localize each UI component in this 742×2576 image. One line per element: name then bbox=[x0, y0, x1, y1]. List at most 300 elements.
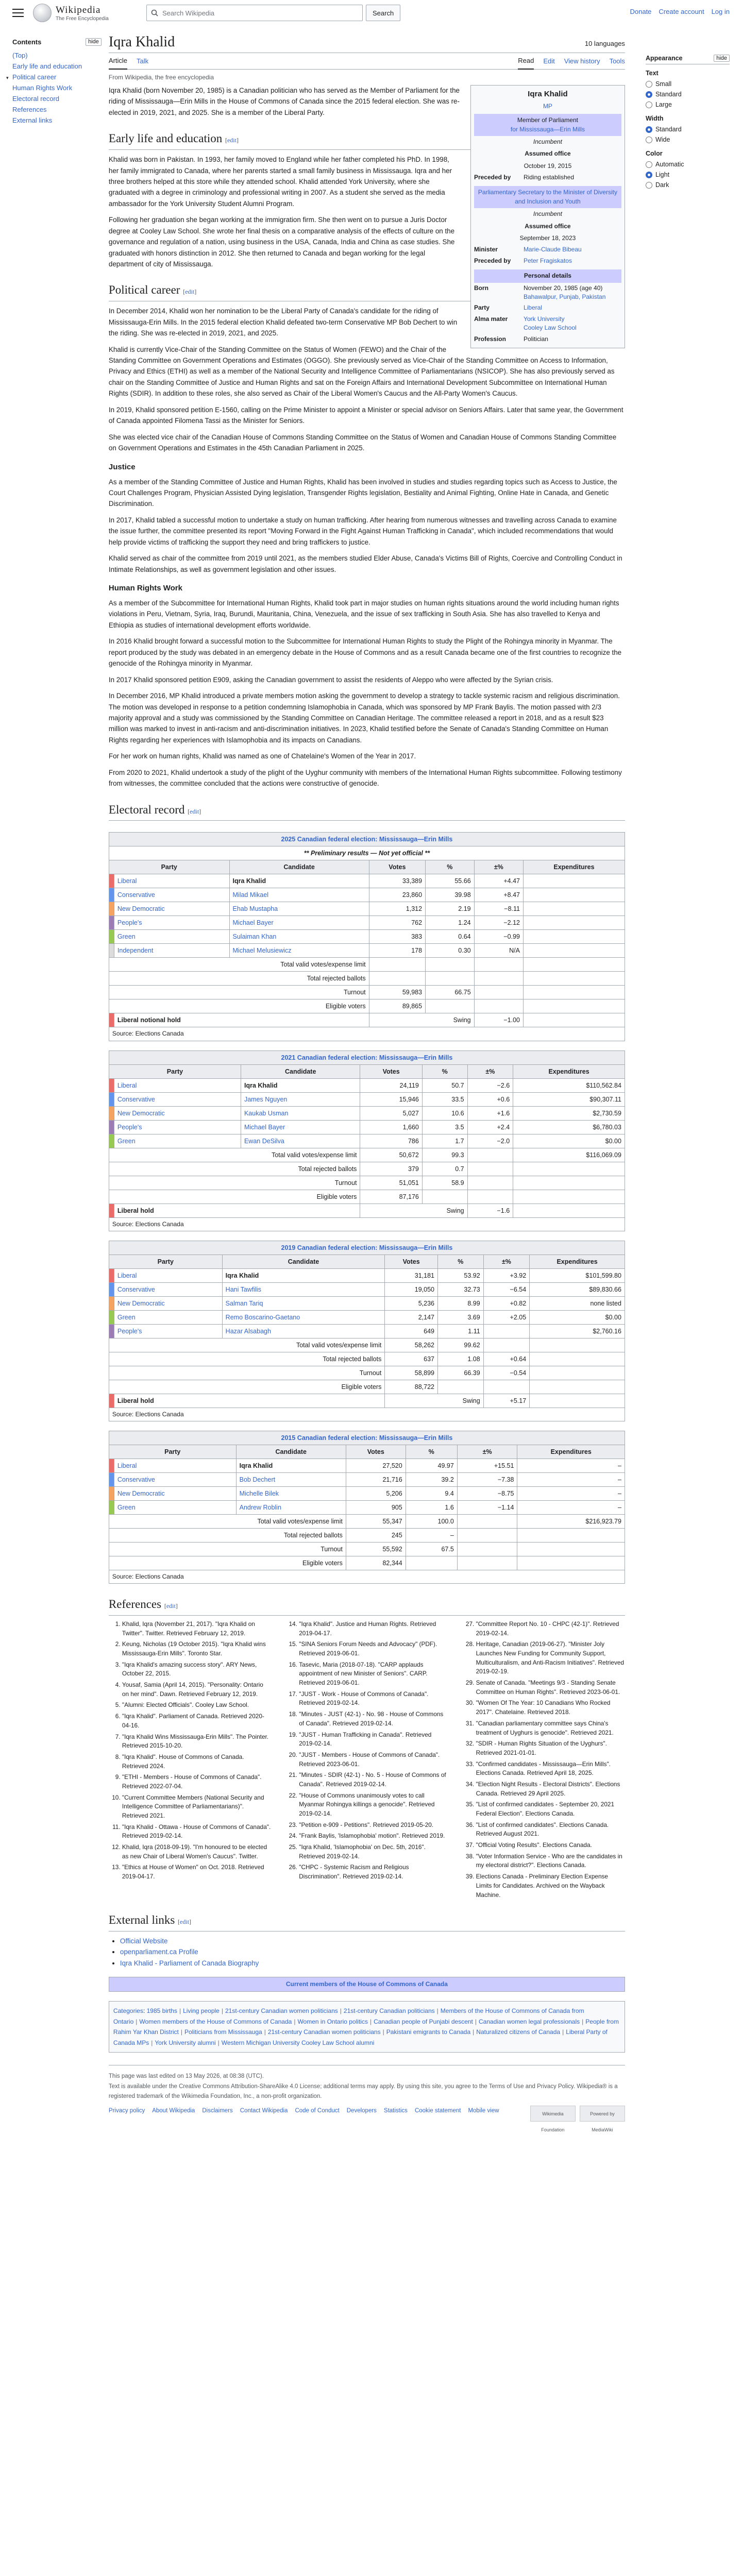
candidate-name[interactable]: Michael Bayer bbox=[229, 916, 369, 930]
wordmark: Wikipedia bbox=[56, 4, 101, 15]
party-name[interactable]: Green bbox=[114, 1500, 236, 1514]
expenditures: $0.00 bbox=[530, 1310, 625, 1324]
change: −8.11 bbox=[474, 902, 523, 916]
candidate-name[interactable]: Michael Melusiewicz bbox=[229, 944, 369, 958]
radio-icon[interactable] bbox=[646, 81, 652, 88]
summary-percent bbox=[437, 1380, 483, 1394]
political-paragraph-3: In 2019, Khalid sponsored petition E-1560, calling on the Prime Minister to appoint a Minister or special advisor on Seniors Affairs. Later that same year, the Government of Canada appointed Filomena Tassi as the Minister for Seniors. bbox=[108, 405, 623, 425]
column-header: ±% bbox=[483, 1255, 529, 1268]
office1-title[interactable]: Member of Parliament bbox=[517, 116, 578, 124]
tab-view-history[interactable]: View history bbox=[564, 57, 600, 65]
candidate-name[interactable]: Bob Dechert bbox=[236, 1472, 346, 1486]
footer-link[interactable]: Disclaimers bbox=[202, 2107, 233, 2114]
summary-row bbox=[109, 1366, 625, 1380]
category-separator: | bbox=[151, 2039, 153, 2046]
reference-item: 25. "Iqra Khalid, 'Islamophobia' on Dec. 5th, 2016". Retrieved 2019-02-14. bbox=[299, 1843, 448, 1861]
toc-item[interactable] bbox=[12, 61, 102, 72]
candidate-row bbox=[109, 902, 625, 916]
percent: 2.19 bbox=[426, 902, 475, 916]
summary-row bbox=[109, 1528, 625, 1542]
source-row bbox=[109, 1570, 625, 1583]
article-body bbox=[108, 85, 625, 2133]
tab-edit[interactable]: Edit bbox=[543, 57, 555, 65]
toc-item[interactable] bbox=[6, 72, 102, 82]
toc-item-label[interactable]: Political career bbox=[12, 73, 57, 81]
width-label: Width bbox=[645, 115, 664, 122]
radio-icon[interactable] bbox=[646, 101, 652, 108]
summary-label: Turnout bbox=[109, 986, 369, 999]
summary-change bbox=[474, 986, 523, 999]
election-caption-link[interactable]: 2019 Canadian federal election: Mississauga—Erin Mills bbox=[281, 1244, 453, 1251]
category-separator: | bbox=[264, 2028, 266, 2036]
candidate-row bbox=[109, 1296, 625, 1310]
radio-icon[interactable] bbox=[646, 172, 652, 178]
toc-hide-button[interactable]: hide bbox=[86, 38, 102, 46]
candidate-row bbox=[109, 874, 625, 888]
categories-label[interactable]: Categories bbox=[113, 2007, 143, 2015]
office2-status: Incumbent bbox=[533, 210, 562, 218]
language-button[interactable]: 10 languages bbox=[584, 40, 625, 47]
profession-label: Profession bbox=[474, 335, 506, 343]
tab-talk[interactable]: Talk bbox=[137, 57, 149, 65]
minister-value[interactable]: Marie-Claude Bibeau bbox=[523, 246, 582, 253]
party-name[interactable]: New Democratic bbox=[114, 1106, 241, 1120]
footer-link[interactable]: Statistics bbox=[383, 2107, 408, 2114]
reference-item: 13. "Ethics at House of Women" on Oct. 2018. Retrieved 2019-04-17. bbox=[122, 1863, 271, 1881]
reference-item: 8. "Iqra Khalid". House of Commons of Canada. Retrieved 2024. bbox=[122, 1753, 271, 1771]
election-tables bbox=[109, 832, 625, 1584]
summary-expenditures bbox=[513, 1190, 625, 1204]
width-option[interactable] bbox=[646, 134, 730, 145]
election-caption-row bbox=[109, 833, 625, 846]
party-name[interactable]: Conservative bbox=[114, 1472, 236, 1486]
office2-assumed: September 18, 2023 bbox=[519, 234, 576, 242]
text-size-option[interactable] bbox=[646, 99, 730, 110]
summary-votes bbox=[369, 972, 425, 986]
edit-link-text[interactable]: edit bbox=[180, 1918, 190, 1926]
footer-link[interactable]: Developers bbox=[346, 2107, 377, 2114]
column-header: Party bbox=[109, 1064, 241, 1078]
text-size-option[interactable] bbox=[646, 89, 730, 99]
radio-icon[interactable] bbox=[646, 161, 652, 168]
category-link[interactable]: People from Rahim Yar Khan District bbox=[113, 2018, 619, 2036]
election-table bbox=[109, 832, 625, 1041]
election-caption-link[interactable]: 2015 Canadian federal election: Mississauga—Erin Mills bbox=[281, 1434, 453, 1442]
edit-link[interactable]: [edit] bbox=[188, 807, 201, 815]
category-link[interactable]: 21st-century Canadian women politicians bbox=[267, 2028, 381, 2036]
party-name[interactable]: People's bbox=[114, 916, 229, 930]
toc-toggle-icon[interactable]: ▾ bbox=[6, 75, 9, 80]
edit-link-text[interactable]: edit bbox=[190, 807, 199, 815]
percent: 55.66 bbox=[426, 874, 475, 888]
percent: 53.92 bbox=[437, 1268, 483, 1282]
reference-item: 35. "List of confirmed candidates - September 20, 2021 Federal Election". Elections Canada. bbox=[476, 1800, 625, 1818]
percent: 0.30 bbox=[426, 944, 475, 958]
candidate-name[interactable]: Iqra Khalid bbox=[222, 1268, 385, 1282]
hold-text: Liberal notional hold bbox=[114, 1013, 369, 1027]
summary-row bbox=[109, 958, 625, 972]
main-menu-icon[interactable] bbox=[12, 9, 24, 17]
candidate-name[interactable]: Ehab Mustapha bbox=[229, 902, 369, 916]
change: −2.6 bbox=[467, 1078, 513, 1092]
party-name[interactable]: People's bbox=[114, 1324, 222, 1338]
source-text[interactable]: Source: Elections Canada bbox=[109, 1027, 625, 1041]
candidate-name[interactable]: Andrew Roblin bbox=[236, 1500, 346, 1514]
summary-expenditures bbox=[523, 958, 625, 972]
radio-icon[interactable] bbox=[646, 137, 652, 143]
category-link[interactable]: Living people bbox=[183, 2007, 220, 2015]
summary-change bbox=[474, 958, 523, 972]
summary-change bbox=[483, 1380, 529, 1394]
summary-expenditures bbox=[517, 1528, 625, 1542]
edit-link[interactable]: [edit] bbox=[183, 288, 197, 296]
column-header: ±% bbox=[467, 1064, 513, 1078]
preceded-value-2[interactable]: Peter Fragiskatos bbox=[523, 257, 572, 264]
source-text[interactable]: Source: Elections Canada bbox=[109, 1570, 625, 1583]
edit-link-text[interactable]: edit bbox=[185, 288, 195, 296]
expenditures: – bbox=[517, 1459, 625, 1472]
percent: 1.24 bbox=[426, 916, 475, 930]
percent: 39.98 bbox=[426, 888, 475, 902]
toc-item[interactable] bbox=[12, 104, 102, 115]
summary-change bbox=[457, 1542, 517, 1556]
candidate-name[interactable]: Iqra Khalid bbox=[236, 1459, 346, 1472]
tab-tools[interactable]: Tools bbox=[609, 57, 625, 65]
heading-political-career-text: Political career bbox=[108, 283, 180, 297]
candidate-row bbox=[109, 1500, 625, 1514]
category-link[interactable]: Women in Ontario politics bbox=[297, 2018, 368, 2025]
external-link[interactable]: Iqra Khalid - Parliament of Canada Biography bbox=[120, 1959, 259, 1967]
party-color-swatch bbox=[109, 874, 114, 888]
footer-link[interactable]: Privacy policy bbox=[108, 2107, 145, 2114]
candidate-row bbox=[109, 1459, 625, 1472]
edit-link[interactable]: [edit] bbox=[164, 1602, 178, 1610]
party-color-swatch bbox=[109, 888, 114, 902]
summary-change bbox=[457, 1556, 517, 1570]
candidate-name[interactable]: Hazar Alsabagh bbox=[222, 1324, 385, 1338]
candidate-row bbox=[109, 1472, 625, 1486]
candidate-name[interactable]: Sulaiman Khan bbox=[229, 930, 369, 944]
category-link[interactable]: 1985 births bbox=[146, 2007, 177, 2015]
minister-row bbox=[474, 244, 621, 255]
summary-label: Turnout bbox=[109, 1366, 384, 1380]
toc-item-label[interactable]: Early life and education bbox=[12, 62, 82, 70]
summary-row bbox=[109, 1556, 625, 1570]
category-link[interactable]: Members of the House of Commons of Canada from Ontario bbox=[113, 2007, 584, 2025]
party-name[interactable]: Conservative bbox=[114, 1092, 241, 1106]
prelim-note: ** Preliminary results — Not yet official ** bbox=[109, 846, 625, 860]
summary-percent bbox=[426, 958, 475, 972]
radio-icon[interactable] bbox=[646, 126, 652, 133]
category-link[interactable]: Canadian women legal professionals bbox=[479, 2018, 580, 2025]
election-caption bbox=[109, 1431, 625, 1445]
party-name[interactable]: Liberal bbox=[114, 1268, 222, 1282]
reference-item: 20. "JUST - Members - House of Commons of Canada". Retrieved 2023-06-01. bbox=[299, 1751, 448, 1769]
change: +15.51 bbox=[457, 1459, 517, 1472]
toc-item-label[interactable]: Human Rights Work bbox=[12, 84, 73, 92]
candidate-row bbox=[109, 1134, 625, 1148]
header-link-2[interactable]: Log in bbox=[711, 8, 730, 15]
election-caption bbox=[109, 1241, 625, 1255]
expenditures bbox=[523, 916, 625, 930]
candidate-name[interactable]: Milad Mikael bbox=[229, 888, 369, 902]
expenditures bbox=[523, 930, 625, 944]
category-link[interactable]: Pakistani emigrants to Canada bbox=[386, 2028, 471, 2036]
radio-icon[interactable] bbox=[646, 182, 652, 189]
tab-read[interactable]: Read bbox=[518, 53, 534, 70]
party-name[interactable]: New Democratic bbox=[114, 1486, 236, 1500]
political-paragraph-4: She was elected vice chair of the Canadian House of Commons Standing Committee on the Status of Women and Canadian House of Commons Standing Committee on Government Operations and Estimates in the 45th Canadian Parliament in 2025. bbox=[108, 433, 617, 452]
summary-votes: 55,347 bbox=[346, 1514, 406, 1528]
reference-item: 28. Heritage, Canadian (2019-06-27). "Minister Joly Launches New Funding for Community Support, Multiculturalism, and Anti-Racism Initiatives". Retrieved 2019-02-19. bbox=[476, 1640, 625, 1676]
search-button[interactable]: Search bbox=[366, 5, 400, 21]
external-links-list bbox=[109, 1936, 625, 1969]
navbox-title-link[interactable]: Current members of the House of Commons of Canada bbox=[285, 1980, 448, 1988]
party-name[interactable]: Green bbox=[114, 1310, 222, 1324]
page-title: Iqra Khalid bbox=[108, 34, 175, 50]
category-link[interactable]: York University alumni bbox=[155, 2039, 216, 2046]
mediawiki-logo[interactable]: Powered by MediaWiki bbox=[580, 2106, 625, 2122]
footer-link[interactable]: About Wikipedia bbox=[152, 2107, 195, 2114]
party-name[interactable]: Conservative bbox=[114, 1282, 222, 1296]
candidate-name[interactable]: Kaukab Usman bbox=[241, 1106, 360, 1120]
reference-item: 3. "Iqra Khalid's amazing success story". ARY News, October 22, 2015. bbox=[122, 1660, 271, 1679]
preceded-row-1 bbox=[474, 172, 621, 183]
candidate-name[interactable]: James Nguyen bbox=[241, 1092, 360, 1106]
source-text[interactable]: Source: Elections Canada bbox=[109, 1217, 625, 1231]
expenditures: $0.00 bbox=[513, 1134, 625, 1148]
category-separator: | bbox=[562, 2028, 564, 2036]
hold-text: Liberal hold bbox=[114, 1394, 384, 1408]
summary-votes: 50,672 bbox=[360, 1148, 422, 1162]
reference-item: 4. Yousaf, Samia (April 14, 2015). "Personality: Ontario on her mind". Dawn. Retrieved February 12, 2019. bbox=[122, 1681, 271, 1699]
summary-row bbox=[109, 1148, 625, 1162]
party-name[interactable]: New Democratic bbox=[114, 902, 229, 916]
source-text[interactable]: Source: Elections Canada bbox=[109, 1408, 625, 1421]
expenditures: $101,599.80 bbox=[530, 1268, 625, 1282]
appearance-header bbox=[646, 55, 730, 64]
toc-item-label[interactable]: (Top) bbox=[12, 52, 28, 59]
summary-change bbox=[474, 972, 523, 986]
swing-label: Swing bbox=[369, 1013, 474, 1027]
search-input[interactable] bbox=[146, 5, 363, 21]
summary-percent: 1.08 bbox=[437, 1352, 483, 1366]
header-link-1[interactable]: Create account bbox=[659, 8, 704, 15]
license-text: Text is available under the Creative Commons Attribution-ShareAlike 4.0 License; additional terms may apply. By using this site, you agree to the Terms of Use and Privacy Policy. Wikipedia® is a registered trademark of the Wikimedia Foundation, Inc., a non-profit organization. bbox=[108, 2083, 618, 2100]
summary-expenditures: $216,923.79 bbox=[517, 1514, 625, 1528]
reference-item: 1. Khalid, Iqra (November 21, 2017). "Iqra Khalid on Twitter". Twitter. Retrieved February 12, 2019. bbox=[122, 1620, 271, 1638]
votes: 905 bbox=[346, 1500, 406, 1514]
wikimedia-logo[interactable]: Wikimedia Foundation bbox=[530, 2106, 576, 2122]
edit-link[interactable]: [edit] bbox=[225, 137, 239, 144]
summary-votes: 245 bbox=[346, 1528, 406, 1542]
expenditures: – bbox=[517, 1486, 625, 1500]
column-header: Expenditures bbox=[517, 1445, 625, 1459]
category-link[interactable]: Women members of the House of Commons of Canada bbox=[139, 2018, 292, 2025]
tab-article[interactable]: Article bbox=[109, 53, 127, 70]
toc-item[interactable] bbox=[12, 93, 102, 104]
footer-link[interactable]: Cookie statement bbox=[414, 2107, 461, 2114]
party-name[interactable]: Liberal bbox=[114, 1078, 241, 1092]
party-color-swatch bbox=[109, 1486, 114, 1500]
summary-votes: 59,983 bbox=[369, 986, 425, 999]
party-color-swatch bbox=[109, 1310, 114, 1324]
footer-link[interactable]: Contact Wikipedia bbox=[240, 2107, 288, 2114]
party-name[interactable]: People's bbox=[114, 1120, 241, 1134]
color-option[interactable] bbox=[646, 170, 730, 180]
category-link[interactable]: Canadian people of Punjabi descent bbox=[374, 2018, 473, 2025]
party-color-swatch bbox=[109, 930, 114, 944]
footer-link[interactable]: Mobile view bbox=[468, 2107, 499, 2114]
toc-item-label[interactable]: References bbox=[12, 106, 47, 113]
votes: 1,312 bbox=[369, 902, 425, 916]
heading-early-life-text: Early life and education bbox=[108, 132, 223, 145]
party-color-swatch bbox=[109, 1092, 114, 1106]
summary-row bbox=[109, 1514, 625, 1528]
site-logo[interactable] bbox=[33, 4, 110, 22]
summary-change bbox=[483, 1338, 529, 1352]
column-header: Expenditures bbox=[513, 1064, 625, 1078]
category-link[interactable]: Liberal Party of Canada MPs bbox=[113, 2028, 608, 2046]
infobox bbox=[470, 85, 625, 348]
edit-link-text[interactable]: edit bbox=[166, 1602, 176, 1610]
change: +2.4 bbox=[467, 1120, 513, 1134]
toc-item[interactable] bbox=[12, 82, 102, 93]
summary-votes: 58,262 bbox=[385, 1338, 438, 1352]
hold-empty bbox=[513, 1204, 625, 1217]
reference-item: 16. Tasevic, Maria (2018-07-18). "CARP applauds appointment of new Minister of Seniors". CARP. Retrieved 2019-06-01. bbox=[299, 1660, 448, 1688]
election-caption-link[interactable]: 2021 Canadian federal election: Mississauga—Erin Mills bbox=[281, 1054, 453, 1061]
wikipedia-globe-icon bbox=[33, 4, 52, 22]
toc-item[interactable] bbox=[12, 115, 102, 126]
color-option-label: Light bbox=[655, 171, 670, 178]
party-name[interactable]: Liberal bbox=[114, 1459, 236, 1472]
candidate-name[interactable]: Iqra Khalid bbox=[241, 1078, 360, 1092]
category-link[interactable]: 21st-century Canadian politicians bbox=[343, 2007, 435, 2015]
toc-item-label[interactable]: External links bbox=[12, 116, 53, 124]
party-name[interactable]: Conservative bbox=[114, 888, 229, 902]
swing-label: Swing bbox=[385, 1394, 483, 1408]
toc-header bbox=[12, 38, 102, 46]
header-link-0[interactable]: Donate bbox=[630, 8, 652, 15]
born-row bbox=[474, 283, 621, 303]
reference-item: 31. "Canadian parliamentary committee says China's treatment of Uyghurs is genocide". Retrieved 2021. bbox=[476, 1719, 625, 1737]
office2-title[interactable]: Parliamentary Secretary to the Minister of Diversity and Inclusion and Youth bbox=[478, 189, 617, 205]
category-links: Categories: 1985 births | Living people | 21st-century Canadian women politicians | 21st-century Canadian politicians | Members of the House of Commons of Canada from Ontario | Women members of the House of Commons of Canada | Women in Ontario politics | Canadian people of Punjabi descent | Canadian women legal professionals | People from Rahim Yar Khan District | Politicians from Mississauga | 21st-century Canadian women politicians | Pakistani emigrants to Canada | Naturalized citizens of Canada | Liberal Party of Canada MPs | York University alumni | Western Michigan University Cooley Law School alumni bbox=[109, 2001, 625, 2053]
votes: 178 bbox=[369, 944, 425, 958]
party-name[interactable]: New Democratic bbox=[114, 1296, 222, 1310]
summary-percent: 58.9 bbox=[422, 1176, 467, 1190]
votes: 23,860 bbox=[369, 888, 425, 902]
birthplace[interactable]: Bahawalpur, Punjab, Pakistan bbox=[523, 293, 606, 300]
party-name[interactable]: Independent bbox=[114, 944, 229, 958]
reference-item: 22. "House of Commons unanimously votes to call Myanmar Rohingya killings a genocide". Retrieved 2019-02-14. bbox=[299, 1791, 448, 1819]
change: −2.0 bbox=[467, 1134, 513, 1148]
color-option-label: Automatic bbox=[655, 161, 684, 168]
votes: 383 bbox=[369, 930, 425, 944]
summary-row bbox=[109, 999, 625, 1013]
office1-for[interactable]: for Mississauga—Erin Mills bbox=[510, 125, 585, 133]
footer-link[interactable]: Code of Conduct bbox=[295, 2107, 340, 2114]
category-link[interactable]: Western Michigan University Cooley Law School alumni bbox=[221, 2039, 375, 2046]
reference-item: 7. "Iqra Khalid Wins Mississauga-Erin Mills". The Pointer. Retrieved 2015-10-20. bbox=[122, 1733, 271, 1751]
summary-change bbox=[457, 1514, 517, 1528]
summary-row bbox=[109, 1542, 625, 1556]
edit-link[interactable]: [edit] bbox=[178, 1918, 192, 1926]
color-option[interactable] bbox=[646, 180, 730, 190]
votes: 2,147 bbox=[385, 1310, 438, 1324]
category-link[interactable]: Naturalized citizens of Canada bbox=[476, 2028, 561, 2036]
candidate-name[interactable]: Iqra Khalid bbox=[229, 874, 369, 888]
summary-expenditures bbox=[513, 1176, 625, 1190]
election-caption-link[interactable]: 2025 Canadian federal election: Mississauga—Erin Mills bbox=[281, 836, 453, 843]
edit-link-text[interactable]: edit bbox=[227, 137, 237, 144]
election-caption bbox=[109, 1050, 625, 1064]
party-color-swatch bbox=[109, 1500, 114, 1514]
site-header bbox=[0, 0, 742, 26]
summary-row bbox=[109, 986, 625, 999]
summary-label: Eligible voters bbox=[109, 999, 369, 1013]
toc-item-label[interactable]: Electoral record bbox=[12, 95, 60, 103]
percent: 1.6 bbox=[406, 1500, 457, 1514]
change: −2.12 bbox=[474, 916, 523, 930]
percent: 39.2 bbox=[406, 1472, 457, 1486]
change: −8.75 bbox=[457, 1486, 517, 1500]
personal-tools bbox=[630, 8, 730, 15]
external-link[interactable]: Official Website bbox=[120, 1937, 168, 1945]
candidate-name[interactable]: Michael Bayer bbox=[241, 1120, 360, 1134]
summary-expenditures bbox=[513, 1162, 625, 1176]
category-link[interactable]: Politicians from Mississauga bbox=[184, 2028, 262, 2036]
summary-label: Total rejected ballots bbox=[109, 1162, 360, 1176]
reference-item: 30. "Women Of The Year: 10 Canadians Who Rocked 2017". Chatelaine. Retrieved 2018. bbox=[476, 1699, 625, 1717]
candidate-name[interactable]: Ewan DeSilva bbox=[241, 1134, 360, 1148]
candidate-name[interactable]: Hani Tawfilis bbox=[222, 1282, 385, 1296]
toc-item[interactable] bbox=[12, 50, 102, 61]
alma-value[interactable]: York University Cooley Law School bbox=[523, 315, 577, 332]
appearance-hide-button[interactable]: hide bbox=[714, 55, 730, 62]
party-value[interactable]: Liberal bbox=[523, 304, 542, 312]
candidate-name[interactable]: Michelle Bilek bbox=[236, 1486, 346, 1500]
swing-value: −1.00 bbox=[474, 1013, 523, 1027]
summary-row bbox=[109, 1338, 625, 1352]
hr-paragraph-3: In 2017 Khalid sponsored petition E909, asking the Canadian government to assist the residents of Aleppo who were affected by the Syrian crisis. bbox=[108, 675, 553, 684]
summary-votes: 88,722 bbox=[385, 1380, 438, 1394]
color-option[interactable] bbox=[646, 159, 730, 170]
party-name[interactable]: Green bbox=[114, 1134, 241, 1148]
summary-expenditures bbox=[523, 999, 625, 1013]
candidate-name[interactable]: Salman Tariq bbox=[222, 1296, 385, 1310]
infobox-post[interactable]: MP bbox=[543, 102, 552, 110]
width-option[interactable] bbox=[646, 124, 730, 134]
party-name[interactable]: Liberal bbox=[114, 874, 229, 888]
swing-value: +5.17 bbox=[483, 1394, 529, 1408]
external-link[interactable]: openparliament.ca Profile bbox=[120, 1948, 198, 1956]
category-separator: | bbox=[179, 2007, 181, 2015]
party-name[interactable]: Green bbox=[114, 930, 229, 944]
expenditures: – bbox=[517, 1500, 625, 1514]
votes: 15,946 bbox=[360, 1092, 422, 1106]
party-color-swatch bbox=[109, 902, 114, 916]
candidate-name[interactable]: Remo Boscarino-Gaetano bbox=[222, 1310, 385, 1324]
text-size-option[interactable] bbox=[646, 79, 730, 89]
category-link[interactable]: 21st-century Canadian women politicians bbox=[225, 2007, 338, 2015]
main-content bbox=[108, 26, 625, 2133]
color-label: Color bbox=[645, 150, 663, 157]
radio-icon[interactable] bbox=[646, 91, 652, 98]
external-link-item bbox=[120, 1958, 625, 1969]
votes: 649 bbox=[385, 1324, 438, 1338]
